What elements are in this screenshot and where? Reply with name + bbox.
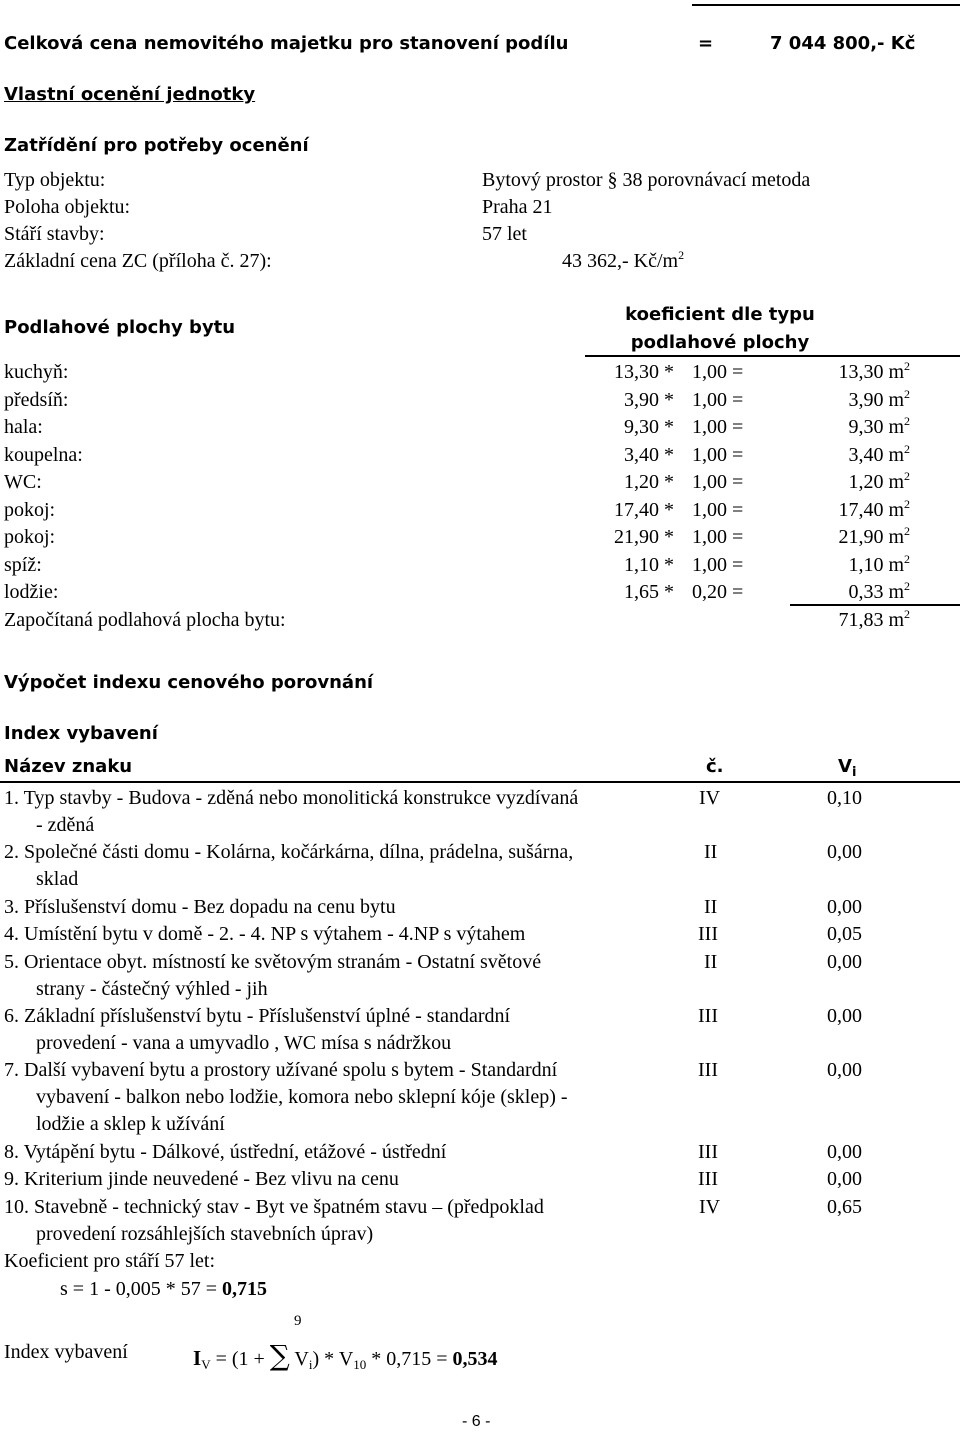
object-location-label: Poloha objektu: [4,196,131,218]
index-row-no: III [698,1059,718,1082]
floor-row-name: předsíň: [4,388,69,411]
equip-index-result: 0,534 [452,1348,498,1370]
equip-index-formula: $I_V = (1$ + ∑ $V_i) * V_{10} * 0,715 = 0,534$ [193,1339,498,1372]
index-row-no: III [698,1005,718,1027]
floor-row-name: koupelna: [4,443,83,466]
floor-row-coef: 0,20 = [692,581,744,603]
age-formula: s = 1 - 0,005 * 57 = 0,715 [60,1278,268,1300]
top-rule [692,4,960,6]
index-row-value: 0,00 [827,895,862,918]
index-row-text: 10. Stavebně - technický stav - Byt ve špatném stavu – (předpoklad [4,1195,544,1218]
section-index: Výpočet indexu cenového porovnání [4,672,374,693]
index-row-text: 1. Typ stavby - Budova - zděná nebo monolitická konstrukce vyzdívaná [4,787,579,809]
floor-row-result: 21,90 $m^2$ [838,524,910,548]
index-row-text: 7. Další vybavení bytu a prostory užívané spolu s bytem - Standardní [4,1059,558,1082]
index-row-text: 9. Kriterium jinde neuvedené - Bez vlivu na cenu [4,1168,399,1191]
index-row-value: 0,05 [827,923,862,946]
index-col-no: č. [706,756,724,777]
floor-row-result: 3,40 $m^2$ [848,441,910,466]
floor-row-area: 1,20 * [624,471,674,493]
object-type-value: Bytový prostor § 38 porovnávací metoda [482,169,811,191]
index-col-value: $V_i$ [838,756,857,780]
sigma-icon: ∑ [269,1339,290,1372]
floor-row-area: 13,30 * [614,361,674,383]
object-type-label: Typ objektu: [4,169,106,191]
floor-row-coef: 1,00 = [692,443,744,466]
floor-row-coef: 1,00 = [692,388,744,411]
index-row-text-cont: - zděná [36,814,95,836]
floor-row-area: 17,40 * [614,498,674,521]
index-row-text: 4. Umístění bytu v domě - 2. - 4. NP s výtahem - 4.NP s výtahem [4,923,526,946]
sigma-top-index: 9 [294,1313,302,1329]
index-row-text-cont: provedení rozsáhlejších stavebních úprav) [36,1222,374,1245]
section-classification: Zatřídění pro potřeby ocenění [4,135,309,156]
index-row-no: III [698,1168,718,1191]
floor-header-rule [585,355,960,357]
floor-row-result: 1,10 $m^2$ [848,551,910,576]
floor-row-coef: 1,00 = [692,471,744,493]
index-row-no: IV [699,787,721,809]
index-row-text: 5. Orientace obyt. místností ke světovým stranám - Ostatní světové [4,950,542,973]
index-row-value: 0,00 [827,1059,862,1082]
floor-row-name: spíž: [4,553,42,576]
index-row-text: 6. Základní příslušenství bytu - Příslušenství úplné - standardní [4,1005,511,1027]
floor-row-result: 17,40 $m^2$ [838,496,910,521]
floor-row-area: 1,10 * [624,553,674,576]
index-row-no: II [704,841,718,864]
floor-row-coef: 1,00 = [692,553,744,576]
index-row-no: IV [699,1195,721,1218]
floor-row-result: 1,20 $m^2$ [848,469,910,493]
equip-index-label: Index vybavení [4,1341,128,1363]
section-valuation: Vlastní ocenění jednotky [4,84,256,105]
object-age-label: Stáří stavby: [4,223,105,245]
index-row-no: III [698,1140,718,1163]
floor-row-result: 3,90 $m^2$ [848,386,910,411]
coef-header-line2: podlahové plochy [630,332,810,353]
floor-row-result: 13,30 $m^2$ [838,359,910,383]
floor-total-rule [790,604,960,606]
floor-row-name: kuchyň: [4,361,69,383]
floor-total-label: Započítaná podlahová plocha bytu: [4,609,286,631]
floor-row-name: lodžie: [4,581,59,603]
floor-row-coef: 1,00 = [692,361,744,383]
index-row-text-cont: provedení - vana a umyvadlo , WC mísa s nádržkou [36,1032,452,1054]
floor-row-result: 0,33 $m^2$ [848,579,910,603]
section-equipment: Index vybavení [4,723,158,744]
floor-row-coef: 1,00 = [692,416,744,438]
age-label: Koeficient pro stáří 57 let: [4,1250,216,1272]
object-age-value: 57 let [482,223,527,245]
index-row-text-cont: lodžie a sklep k užívání [36,1113,225,1136]
total-equals: = [698,33,714,54]
total-label: Celková cena nemovitého majetku pro stanovení podílu [4,33,569,54]
index-col-name: Název znaku [4,756,133,777]
page-number: - 6 - [462,1413,491,1430]
floor-row-area: 1,65 * [624,581,674,603]
coef-header-line1: koeficient dle typu [625,304,815,325]
floor-row-name: WC: [4,471,42,493]
floor-row-name: pokoj: [4,526,56,548]
index-row-no: II [704,950,718,973]
index-row-value: 0,10 [827,787,862,809]
floor-row-name: pokoj: [4,498,56,521]
age-result: 0,715 [222,1278,268,1300]
floor-total-value: 71,83 $m^2$ [838,607,910,631]
index-header-rule [0,781,960,783]
index-row-value: 0,00 [827,1168,862,1191]
floor-row-coef: 1,00 = [692,498,744,521]
floor-row-name: hala: [4,416,43,438]
index-row-value: 0,00 [827,950,862,973]
base-price-label: Základní cena ZC (příloha č. 27): [4,250,272,272]
floor-title: Podlahové plochy bytu [4,317,236,338]
floor-row-area: 9,30 * [624,416,674,438]
floor-row-area: 3,40 * [624,443,674,466]
index-row-text-cont: strany - částečný výhled - jih [36,977,268,1000]
index-row-text: 2. Společné části domu - Kolárna, kočárkárna, dílna, prádelna, sušárna, [4,841,574,864]
index-row-no: II [704,895,718,918]
index-row-value: 0,65 [827,1195,862,1218]
total-value: 7 044 800,- Kč [770,33,916,54]
index-row-value: 0,00 [827,841,862,864]
base-price-value: 43 362,- $Kč/m^2$ [562,248,685,272]
index-row-text: 8. Vytápění bytu - Dálkové, ústřední, etážové - ústřední [4,1140,447,1163]
floor-row-area: 3,90 * [624,388,674,411]
index-row-text: 3. Příslušenství domu - Bez dopadu na cenu bytu [4,895,396,918]
floor-row-result: 9,30 $m^2$ [848,414,910,438]
floor-row-area: 21,90 * [614,526,674,548]
object-location-value: Praha 21 [482,196,553,218]
index-row-value: 0,00 [827,1140,862,1163]
index-row-no: III [698,923,718,946]
floor-row-coef: 1,00 = [692,526,744,548]
index-row-value: 0,00 [827,1005,862,1027]
index-row-text-cont: sklad [36,868,79,891]
index-row-text-cont: vybavení - balkon nebo lodžie, komora nebo sklepní kóje (sklep) - [36,1086,568,1109]
